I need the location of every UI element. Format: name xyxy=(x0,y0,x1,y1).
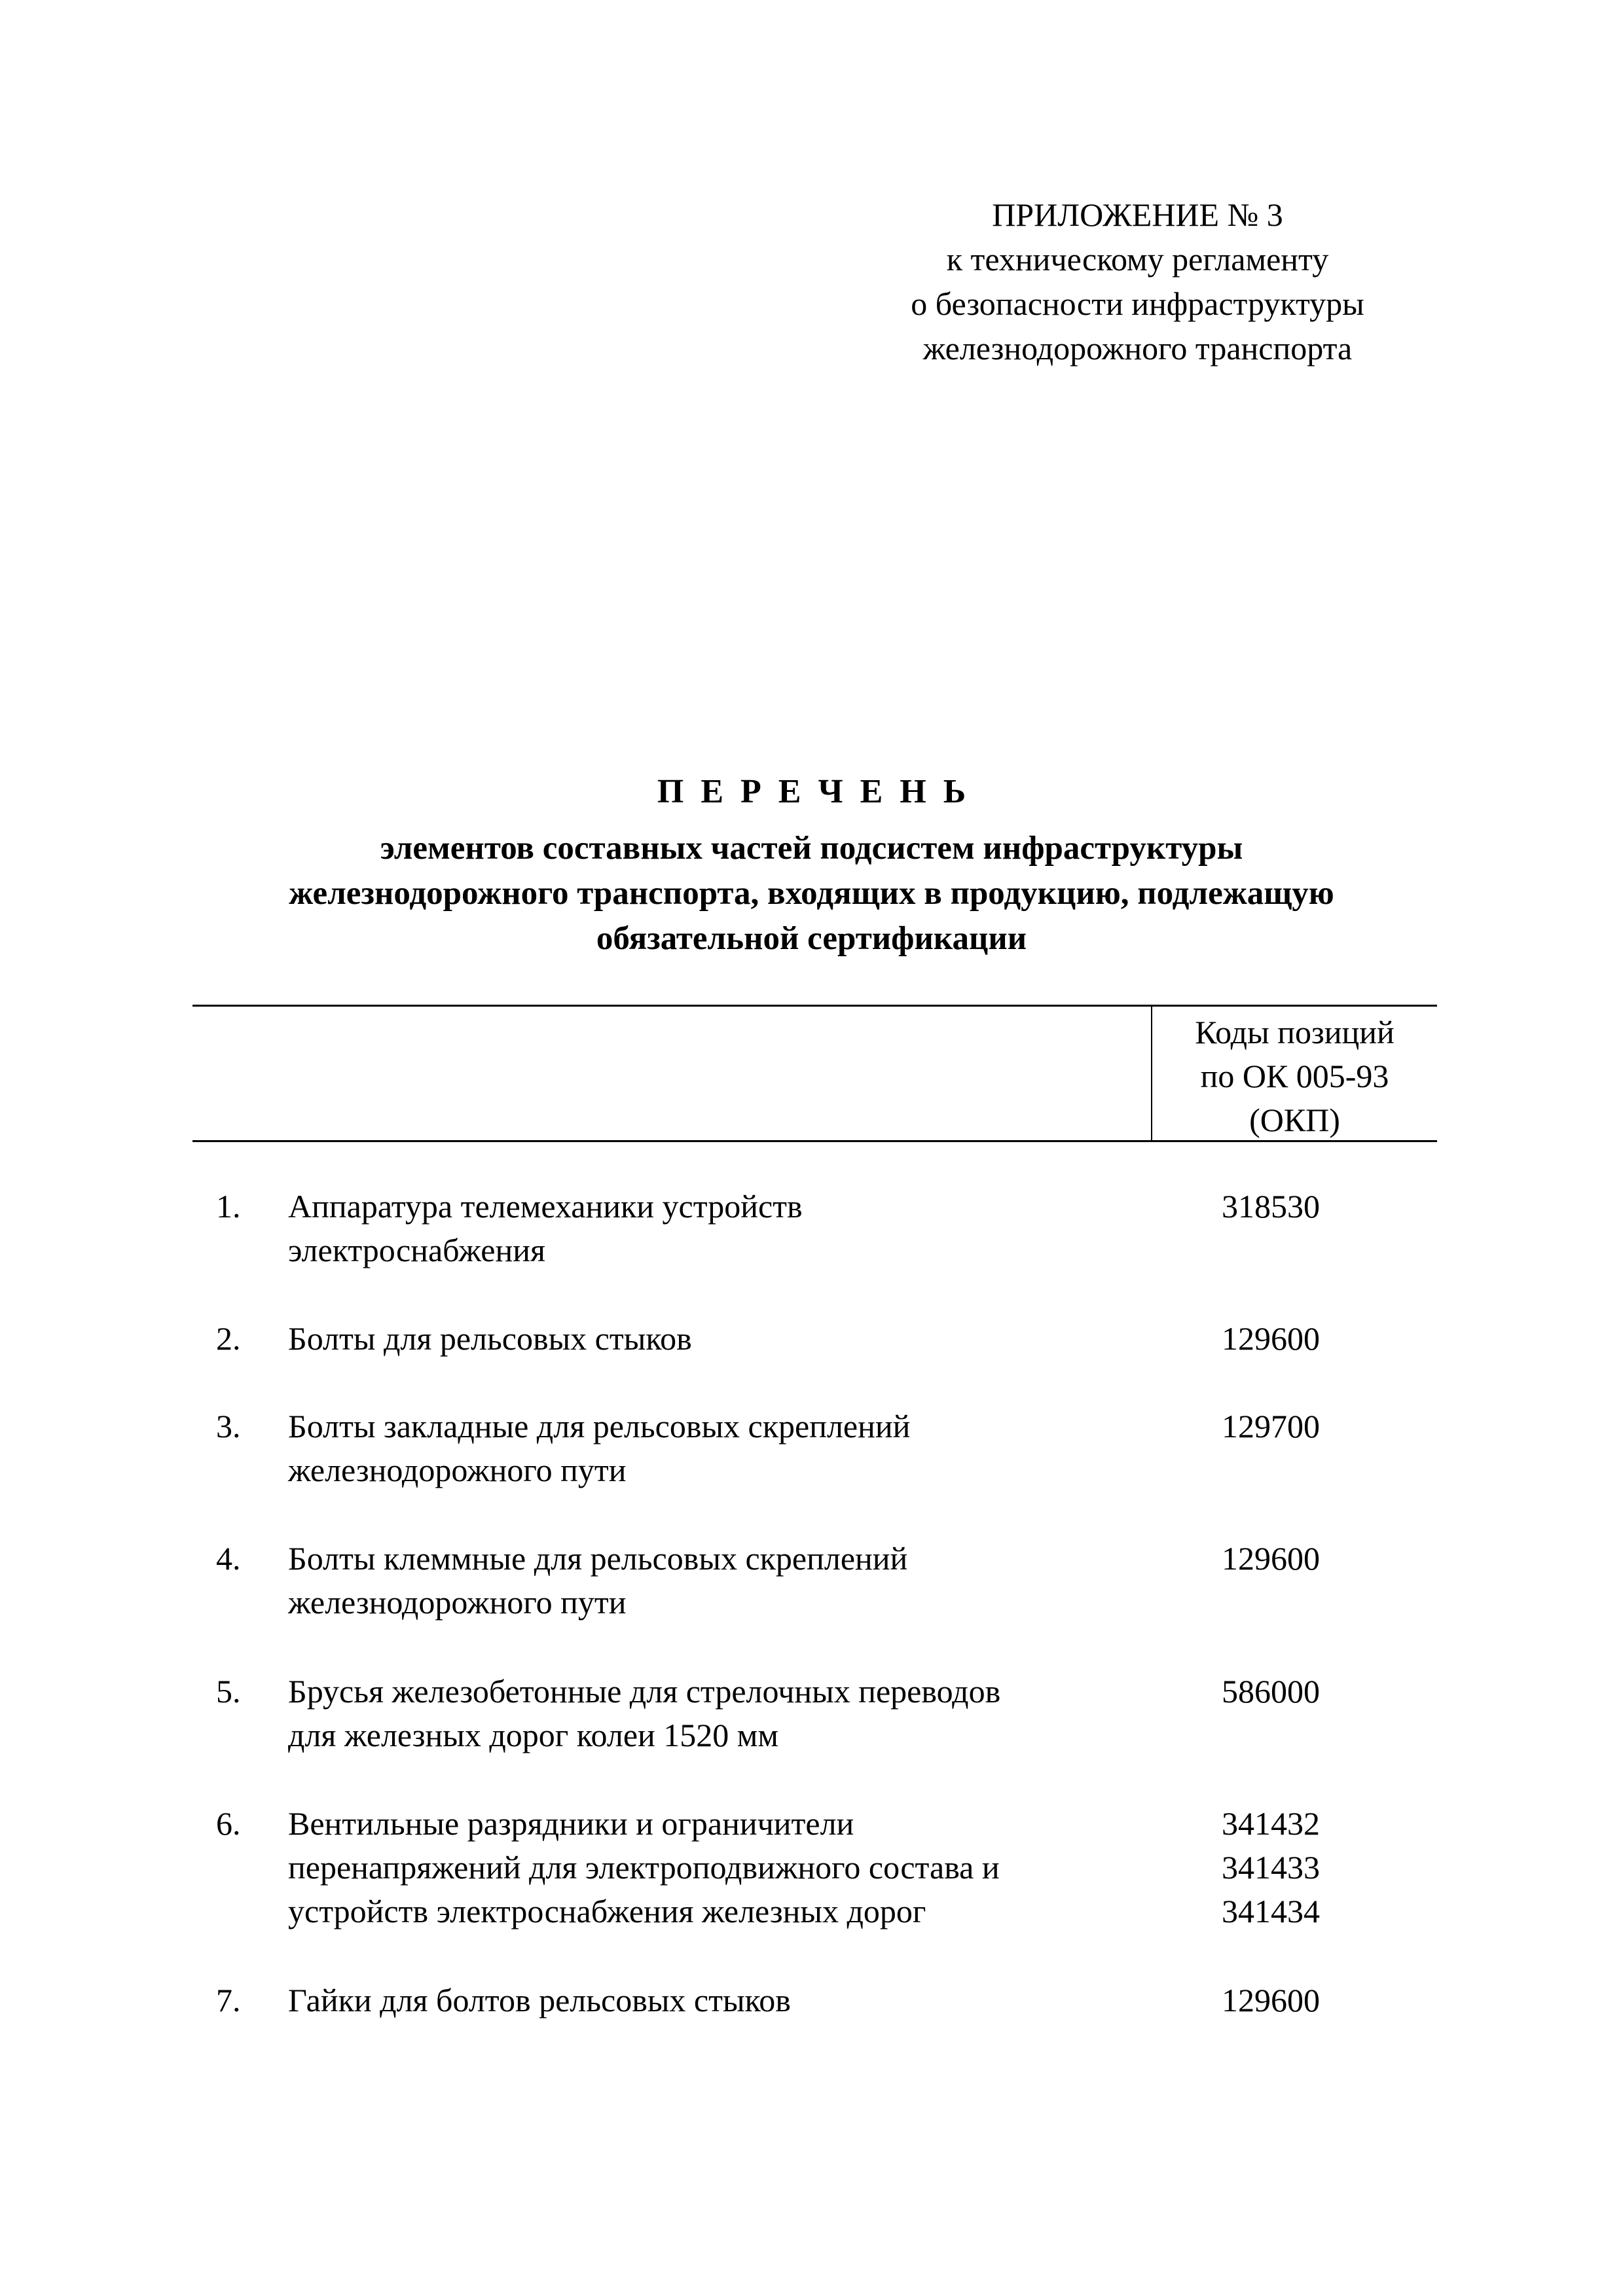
subtitle-line: обязательной сертификации xyxy=(596,920,1027,957)
row-text-line: Болты клеммные для рельсовых скреплений xyxy=(288,1540,908,1577)
row-text-line: перенапряжений для электроподвижного состава и xyxy=(288,1849,1000,1886)
row-number: 2. xyxy=(216,1320,241,1357)
row-text-line: Вентильные разрядники и ограничители xyxy=(288,1805,854,1842)
row-code: 129700 xyxy=(1222,1408,1320,1444)
row-text xyxy=(288,1979,1192,2022)
row-text-line: железнодорожного пути xyxy=(288,1584,627,1621)
appendix-header xyxy=(835,192,1440,370)
row-codes xyxy=(1222,1670,1320,1713)
row-text-line: железнодорожного пути xyxy=(288,1452,627,1488)
row-text xyxy=(288,1405,1192,1492)
row-code: 318530 xyxy=(1222,1188,1320,1225)
row-code: 129600 xyxy=(1222,1540,1320,1577)
row-codes xyxy=(1222,1979,1320,2022)
table-header xyxy=(192,1005,1437,1142)
row-text-line: устройств электроснабжения железных дорог xyxy=(288,1893,926,1929)
appendix-line: железнодорожного транспорта xyxy=(922,330,1353,367)
row-codes xyxy=(1222,1802,1320,1933)
row-codes xyxy=(1222,1405,1320,1448)
row-code: 586000 xyxy=(1222,1673,1320,1710)
row-number: 7. xyxy=(216,1982,241,2018)
row-codes xyxy=(1222,1537,1320,1581)
row-text xyxy=(288,1185,1192,1272)
row-text xyxy=(288,1537,1192,1624)
row-number: 4. xyxy=(216,1540,241,1577)
row-codes xyxy=(1222,1317,1320,1361)
row-code: 341432 xyxy=(1222,1805,1320,1842)
row-text-line: для железных дорог колеи 1520 мм xyxy=(288,1717,779,1753)
row-code: 341433 xyxy=(1222,1849,1320,1886)
subtitle-line: элементов составных частей подсистем инфраструктуры xyxy=(380,830,1243,867)
row-code: 129600 xyxy=(1222,1982,1320,2018)
row-text xyxy=(288,1802,1192,1933)
row-number: 5. xyxy=(216,1673,241,1710)
row-number: 3. xyxy=(216,1408,241,1444)
appendix-line: к техническому регламенту xyxy=(946,241,1329,278)
row-number: 6. xyxy=(216,1805,241,1842)
row-text-line: Гайки для болтов рельсовых стыков xyxy=(288,1982,791,2018)
list-subtitle xyxy=(131,826,1492,961)
row-code: 129600 xyxy=(1222,1320,1320,1357)
subtitle-line: железнодорожного транспорта, входящих в продукцию, подлежащую xyxy=(289,875,1334,912)
row-text-line: электроснабжения xyxy=(288,1232,545,1268)
row-text xyxy=(288,1317,1192,1361)
list-title: ПЕРЕЧЕНЬ xyxy=(657,773,983,810)
codes-header-line: по ОК 005-93 xyxy=(1200,1058,1389,1094)
row-codes xyxy=(1222,1185,1320,1229)
row-text-line: Брусья железобетонные для стрелочных переводов xyxy=(288,1673,1001,1710)
appendix-line: о безопасности инфраструктуры xyxy=(911,285,1364,322)
row-code: 341434 xyxy=(1222,1893,1320,1929)
row-text xyxy=(288,1670,1192,1757)
codes-column-header xyxy=(1152,1011,1437,1142)
row-text-line: Болты закладные для рельсовых скреплений xyxy=(288,1408,911,1444)
appendix-line: ПРИЛОЖЕНИЕ № 3 xyxy=(992,196,1283,233)
row-text-line: Болты для рельсовых стыков xyxy=(288,1320,692,1357)
codes-header-line: (ОКП) xyxy=(1249,1102,1340,1138)
row-text-line: Аппаратура телемеханики устройств xyxy=(288,1188,803,1225)
codes-header-line: Коды позиций xyxy=(1195,1014,1395,1050)
row-number: 1. xyxy=(216,1188,241,1225)
